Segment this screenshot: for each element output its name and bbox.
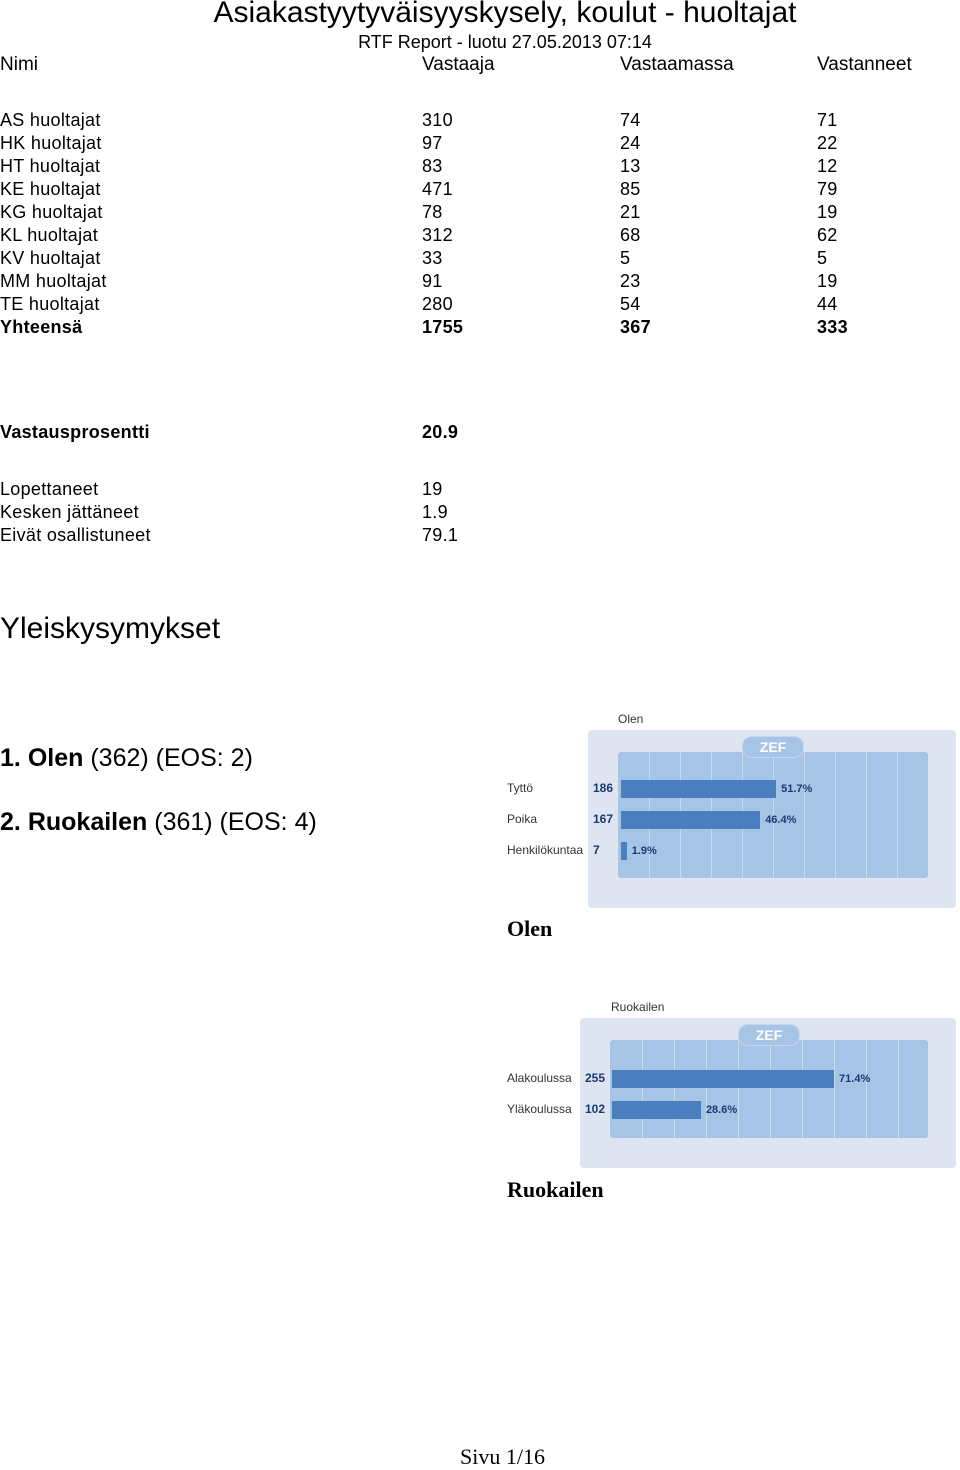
table-total-respondents: 1755 bbox=[422, 317, 464, 337]
response-rate-value: 20.9 bbox=[422, 422, 459, 442]
table-row-5-answered: 19 bbox=[817, 202, 838, 222]
table-row-8-name: MM huoltajat bbox=[0, 271, 107, 291]
chart-ruokailen-panel bbox=[610, 1040, 928, 1138]
table-row-9-answering: 54 bbox=[620, 294, 641, 314]
bar-value-label: 51.7% bbox=[781, 783, 813, 795]
table-row-6-answered: 62 bbox=[817, 225, 838, 245]
bar-value-label: 28.6% bbox=[705, 1104, 738, 1116]
table-row-3-answered: 12 bbox=[817, 156, 838, 176]
column-header-respondents: Vastaaja bbox=[422, 54, 495, 75]
section-title: Yleiskysymykset bbox=[0, 612, 221, 645]
incomplete-value: 1.9 bbox=[422, 502, 448, 522]
table-row-2-name: HK huoltajat bbox=[0, 133, 102, 153]
question-2-meta: (361) (EOS: 4) bbox=[154, 808, 317, 836]
chart-ruokailen-caption: Ruokailen bbox=[507, 1177, 604, 1202]
column-header-answered: Vastanneet bbox=[817, 54, 912, 75]
question-2-number: 2. bbox=[0, 808, 21, 836]
bar bbox=[621, 842, 627, 860]
table-total-name: Yhteensä bbox=[0, 317, 83, 337]
table-row-3-answering: 13 bbox=[620, 156, 641, 176]
page-number: Sivu 1/16 bbox=[460, 1444, 545, 1469]
bar bbox=[612, 1101, 701, 1119]
report-subtitle: RTF Report - luotu 27.05.2013 07:14 bbox=[358, 32, 652, 52]
question-1-meta: (362) (EOS: 2) bbox=[90, 744, 253, 772]
table-row-9-name: TE huoltajat bbox=[0, 294, 100, 314]
table-row-2-answered: 22 bbox=[817, 133, 838, 153]
category-count: 186 bbox=[593, 781, 614, 795]
category-label: Tyttö bbox=[507, 781, 534, 795]
response-rate-label: Vastausprosentti bbox=[0, 422, 150, 442]
table-row-2-answering: 24 bbox=[620, 133, 641, 153]
table-row-1-answering: 74 bbox=[620, 110, 641, 130]
table-row-3-name: HT huoltajat bbox=[0, 156, 101, 176]
column-header-answering: Vastaamassa bbox=[620, 54, 734, 75]
table-row-6-answering: 68 bbox=[620, 225, 641, 245]
table-row-8-respondents: 91 bbox=[422, 271, 443, 291]
chart-olen-title: Olen bbox=[618, 712, 644, 726]
table-row-5-name: KG huoltajat bbox=[0, 202, 103, 222]
bar-value-label: 1.9% bbox=[631, 845, 657, 857]
question-1-title: Olen bbox=[27, 744, 84, 772]
table-row-8-answering: 23 bbox=[620, 271, 641, 291]
bar bbox=[612, 1070, 834, 1088]
table-row-2-respondents: 97 bbox=[422, 133, 443, 153]
question-1 bbox=[0, 744, 253, 773]
bar bbox=[621, 780, 776, 798]
table-row-5-respondents: 78 bbox=[422, 202, 443, 222]
table-row-4-answering: 85 bbox=[620, 179, 641, 199]
dropped-label: Lopettaneet bbox=[0, 479, 99, 499]
table-row-7-name: KV huoltajat bbox=[0, 248, 101, 268]
bar-value-label: 46.4% bbox=[765, 814, 797, 826]
category-count: 102 bbox=[585, 1102, 606, 1116]
table-row-4-answered: 79 bbox=[817, 179, 838, 199]
zef-logo-badge: ZEF bbox=[742, 736, 804, 758]
table-row-1-name: AS huoltajat bbox=[0, 110, 101, 130]
table-row-3-respondents: 83 bbox=[422, 156, 443, 176]
column-header-name: Nimi bbox=[0, 54, 38, 75]
question-2-title: Ruokailen bbox=[27, 808, 148, 836]
table-row-6-respondents: 312 bbox=[422, 225, 453, 245]
report-title: Asiakastyytyväisyyskysely, koulut - huoltajat bbox=[213, 0, 797, 29]
dropped-value: 19 bbox=[422, 479, 443, 499]
table-row-1-respondents: 310 bbox=[422, 110, 453, 130]
table-row-9-respondents: 280 bbox=[422, 294, 453, 314]
table-row-7-respondents: 33 bbox=[422, 248, 443, 268]
category-count: 255 bbox=[585, 1071, 606, 1085]
category-label: Yläkoulussa bbox=[507, 1102, 572, 1116]
table-row-7-answered: 5 bbox=[817, 248, 828, 268]
table-row-5-answering: 21 bbox=[620, 202, 641, 222]
question-2 bbox=[0, 808, 317, 837]
category-label: Poika bbox=[507, 812, 538, 826]
chart-ruokailen-title: Ruokailen bbox=[611, 1000, 665, 1014]
question-1-number: 1. bbox=[0, 744, 21, 772]
category-label: Henkilökuntaa bbox=[507, 843, 584, 857]
not-participated-value: 79.1 bbox=[422, 525, 459, 545]
table-row-9-answered: 44 bbox=[817, 294, 838, 314]
chart-olen-caption: Olen bbox=[507, 916, 553, 941]
incomplete-label: Kesken jättäneet bbox=[0, 502, 139, 522]
zef-logo-badge: ZEF bbox=[738, 1024, 800, 1046]
table-row-8-answered: 19 bbox=[817, 271, 838, 291]
table-total-answered: 333 bbox=[817, 317, 848, 337]
table-row-4-respondents: 471 bbox=[422, 179, 453, 199]
not-participated-label: Eivät osallistuneet bbox=[0, 525, 151, 545]
table-row-4-name: KE huoltajat bbox=[0, 179, 101, 199]
category-label: Alakoulussa bbox=[507, 1071, 572, 1085]
bar-value-label: 71.4% bbox=[839, 1073, 871, 1085]
category-count: 7 bbox=[593, 843, 600, 857]
table-row-6-name: KL huoltajat bbox=[0, 225, 99, 245]
table-row-7-answering: 5 bbox=[620, 248, 631, 268]
table-row-1-answered: 71 bbox=[817, 110, 838, 130]
bar bbox=[621, 811, 760, 829]
table-total-answering: 367 bbox=[620, 317, 651, 337]
category-count: 167 bbox=[593, 812, 614, 826]
